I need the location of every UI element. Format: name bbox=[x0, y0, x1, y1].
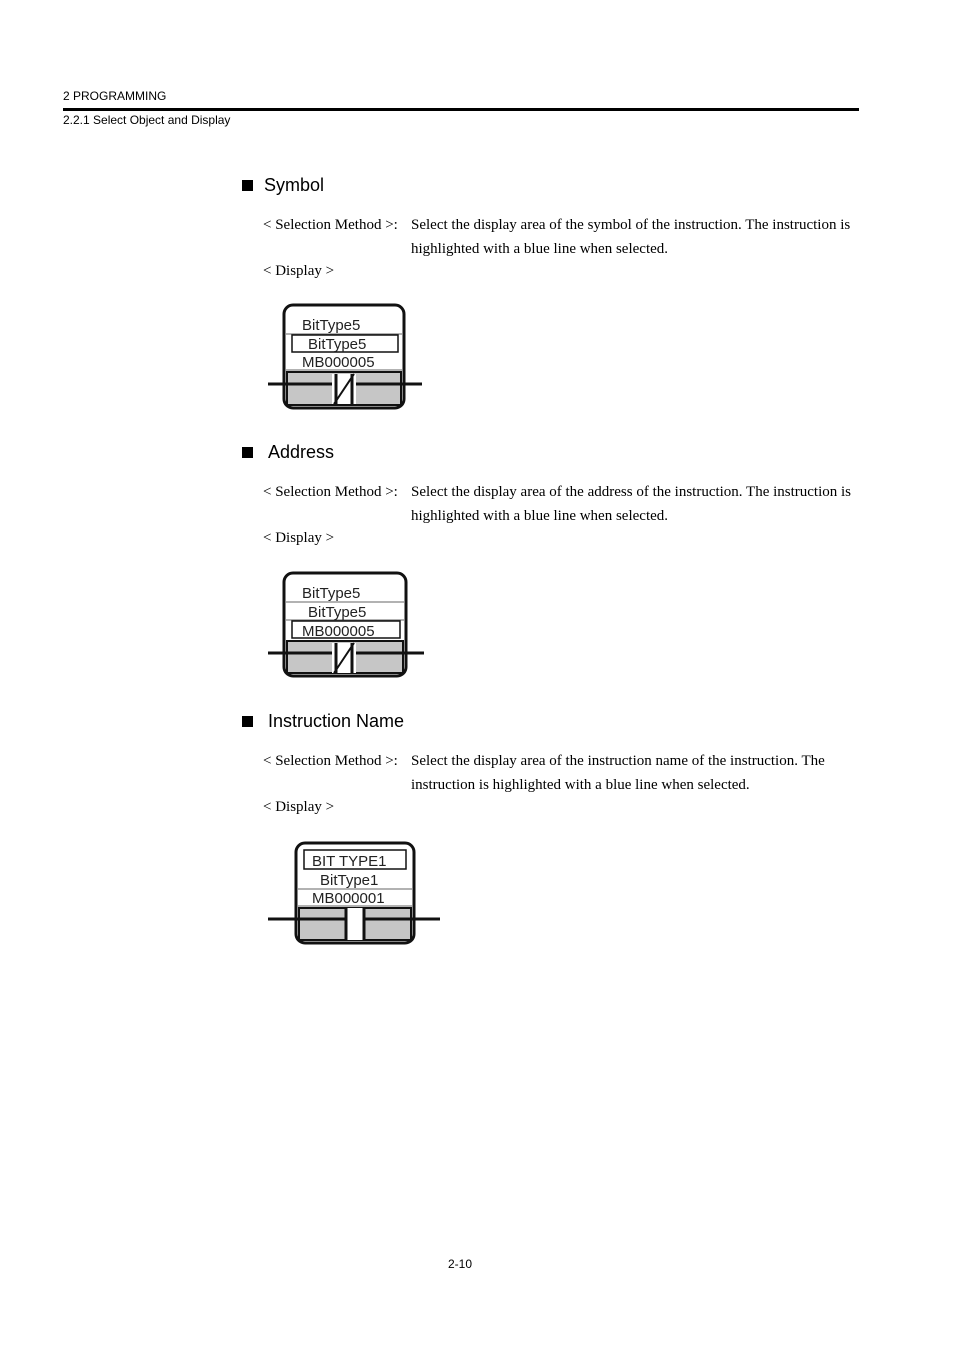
ladder-figure-symbol bbox=[266, 300, 426, 415]
display-label-address: < Display > bbox=[263, 530, 335, 546]
header-chapter: 2 PROGRAMMING bbox=[63, 89, 167, 103]
section-title-address bbox=[242, 442, 334, 463]
section-title-text: Address bbox=[268, 442, 335, 462]
section-title-text: Symbol bbox=[264, 175, 325, 195]
section-title-text: Instruction Name bbox=[268, 711, 405, 731]
address-text: MB000005 bbox=[302, 623, 375, 640]
ladder-figure-address bbox=[266, 568, 426, 683]
page-number: 2-10 bbox=[448, 1257, 473, 1271]
square-bullet-icon bbox=[242, 447, 253, 458]
display-label-symbol: < Display > bbox=[263, 263, 335, 279]
ladder-figure-instruction-name bbox=[266, 838, 442, 950]
section-title-symbol bbox=[242, 175, 324, 196]
selection-method-label: < Selection Method >: bbox=[263, 753, 398, 769]
selection-method-label: < Selection Method >: bbox=[263, 217, 398, 233]
selection-method-text: Select the display area of the address of the instruction. The instruction is highlighted with a blue line when selected. bbox=[411, 484, 852, 524]
symbol-text: BitType5 bbox=[308, 604, 367, 621]
section-title-instruction-name bbox=[242, 711, 404, 732]
symbol-text: BitType1 bbox=[320, 872, 379, 889]
selection-method-label: < Selection Method >: bbox=[263, 484, 398, 500]
address-text: MB000005 bbox=[302, 354, 375, 371]
instruction-name-text: BIT TYPE1 bbox=[312, 853, 387, 870]
square-bullet-icon bbox=[242, 716, 253, 727]
selection-method-text: Select the display area of the instruction name of the instruction. The instruction is highlighted with a blue line when selected. bbox=[411, 753, 825, 793]
instruction-name-text: BitType5 bbox=[302, 585, 361, 602]
header-section: 2.2.1 Select Object and Display bbox=[63, 113, 231, 127]
selection-method-text: Select the display area of the symbol of the instruction. The instruction is highlighted with a blue line when selected. bbox=[411, 217, 851, 257]
square-bullet-icon bbox=[242, 180, 253, 191]
display-label-instruction-name: < Display > bbox=[263, 799, 335, 815]
address-text: MB000001 bbox=[312, 890, 385, 907]
symbol-text: BitType5 bbox=[308, 336, 367, 353]
header-rule bbox=[63, 108, 859, 111]
instruction-name-text: BitType5 bbox=[302, 317, 361, 334]
